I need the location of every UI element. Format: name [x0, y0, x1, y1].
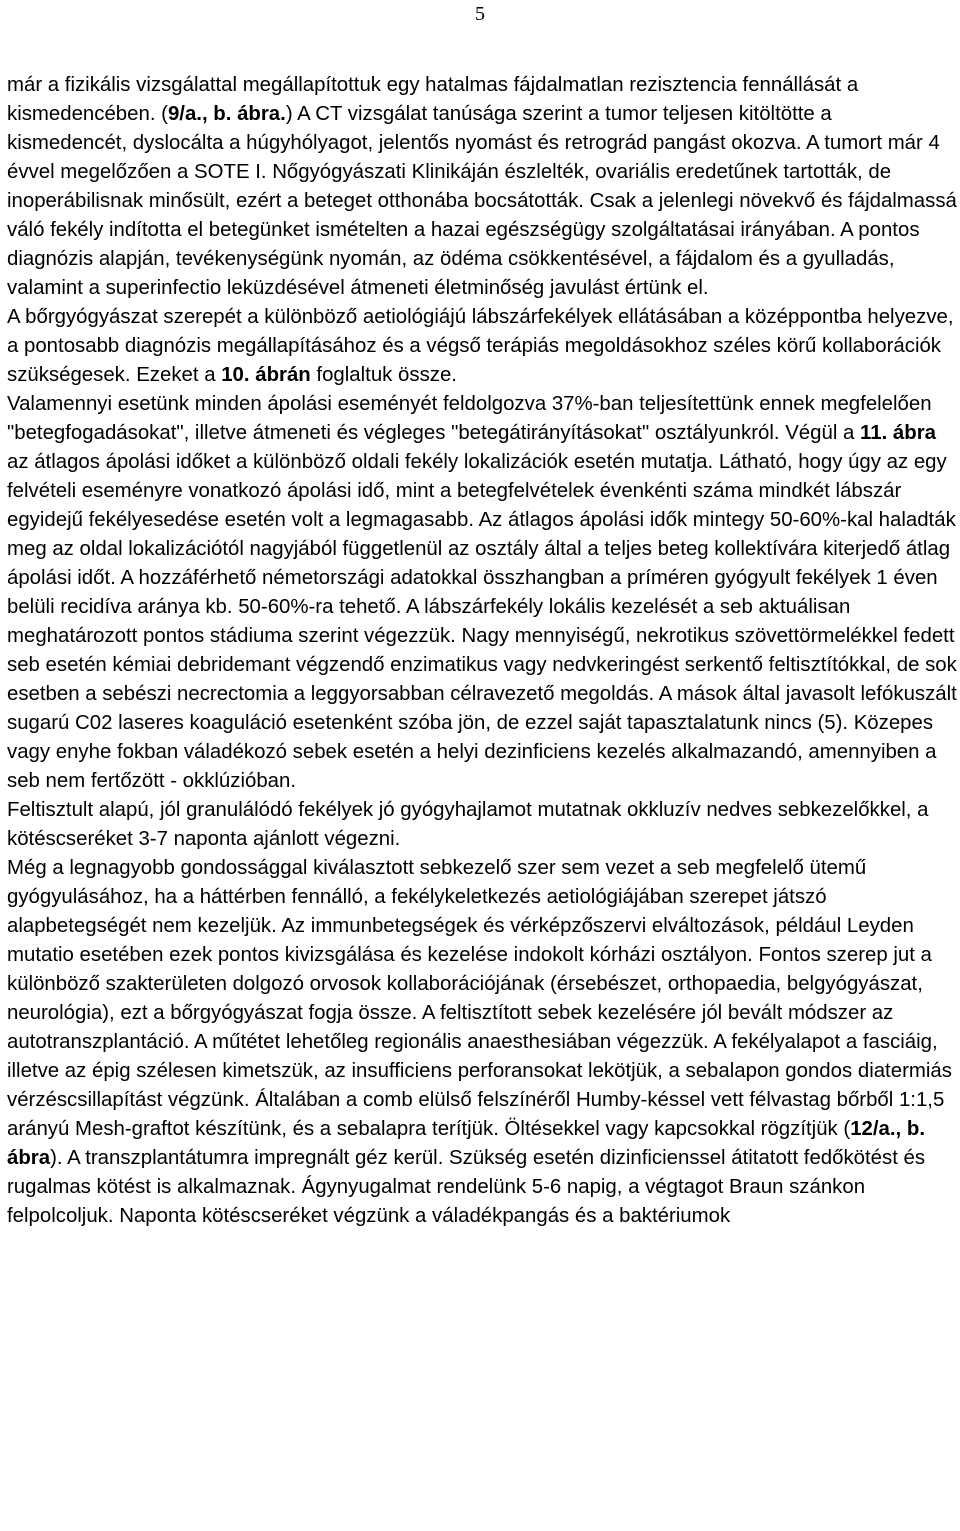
paragraph: [7, 390, 957, 796]
text-run: az átlagos ápolási időket a különböző oldali fekély lokalizációk esetén mutatja. Látható, hogy úgy az egy felvételi eseményre vonatkozó ápolási idő, mint a betegfelvételek évenkénti száma mindkét lábszár egyidejű fekélyesedése esetén volt a legmagasabb. Az átlagos ápolási idők mintegy 50-60%-kal haladták meg az oldal lokalizációtól nagyjából függetlenül az osztály által a teljes beteg kollektívára kiterjedő átlag ápolási időt. A hozzáférhető németországi adatokkal összhangban a príméren gyógyult fekélyek 1 éven belüli recidíva aránya kb. 50-60%-ra tehető. A lábszárfekély lokális kezelését a seb aktuálisan meghatározott pontos stádiuma szerint végezzük. Nagy mennyiségű, nekrotikus szövettörmelékkel fedett seb esetén kémiai debridemant végzendő enzimatikus vagy nedvkeringést serkentő feltisztítókkal, de sok esetben a sebészi necrectomia a leggyorsabban célravezető megoldás. A mások által javasolt lefókuszált sugarú C02 laseres koaguláció esetenként szóba jön, de ezzel saját tapasztalatunk nincs (5). Közepes vagy enyhe fokban váladékozó sebek esetén a helyi dezinficiens kezelés alkalmazandó, amennyiben a seb nem fertőzött - okklúzióban.: [7, 451, 957, 792]
page-number: 5: [475, 3, 485, 25]
paragraph: [7, 71, 957, 303]
paragraph: [7, 854, 957, 1231]
text-run: Feltisztult alapú, jól granulálódó fekélyek jó gyógyhajlamot mutatnak okkluzív nedves sebkezelőkkel, a kötéscseréket 3-7 naponta ajánlott végezni.: [7, 799, 929, 850]
body-text: [7, 71, 957, 1231]
figure-reference: 10. ábrán: [221, 364, 311, 386]
figure-reference: 11. ábra: [860, 422, 936, 444]
text-run: már a fizikális vizsgálattal megállapítottuk egy hatalmas fájdalmatlan rezisztencia fennállását a kismedencében. (: [7, 74, 859, 125]
text-run: A bőrgyógyászat szerepét a különböző aetiológiájú lábszárfekélyek ellátásában a középpontba helyezve, a pontosabb diagnózis megállapításához és a végső terápiás megoldásokhoz széles körű kollaborációk szükségesek. Ezeket a: [7, 306, 954, 386]
text-run: Még a legnagyobb gondossággal kiválasztott sebkezelő szer sem vezet a seb megfelelő ütemű gyógyulásához, ha a háttérben fennálló, a fekélykeletkezés aetiológiájában szerepet játszó alapbetegségét nem kezeljük. Az immunbetegségek és vérképzőszervi elváltozások, például Leyden mutatio esetében ezek pontos kivizsgálása és kezelése indokolt kórházi osztályon. Fontos szerep jut a különböző szakterületen dolgozó orvosok kollaborációjának (érsebészet, orthopaedia, belgyógyászat, neurológia), ezt a bőrgyógyászat fogja össze. A feltisztított sebek kezelésére jól bevált módszer az autotranszplantáció. A műtétet lehetőleg regionális anaesthesiában végezzük. A fekélyalapot a fasciáig, illetve az épig szélesen kimetszük, az insufficiens perforansokat lekötjük, a sebalapon gondos diatermiás vérzéscsillapítást végzünk. Általában a comb elülső felszínéről Humby-késsel vett félvastag bőrből 1:1,5 arányú Mesh-graftot készítünk, és a sebalapra terítjük. Öltésekkel vagy kapcsokkal rögzítjük (: [7, 857, 952, 1140]
figure-reference: 9/a., b. ábra.: [167, 103, 286, 125]
text-run: Valamennyi esetünk minden ápolási eseményét feldolgozva 37%-ban teljesítettünk ennek megfelelően "betegfogadásokat", illetve átmeneti és végleges "betegátirányításokat" osztályunkról. Végül a: [7, 393, 932, 444]
text-run: ). A transzplantátumra impregnált géz kerül. Szükség esetén dizinficienssel átitatott fedőkötést és rugalmas kötést is alkalmaznak. Ágynyugalmat rendelünk 5-6 napig, a végtagot Braun szánkon felpolcoljuk. Naponta kötéscseréket végzünk a váladékpangás és a baktériumok: [7, 1147, 926, 1227]
paragraph: [7, 303, 957, 390]
paragraph: [7, 796, 957, 854]
text-run: ) A CT vizsgálat tanúsága szerint a tumor teljesen kitöltötte a kismedencét, dyslocálta a húgyhólyagot, jelentős nyomást és retrográd pangást okozva. A tumort már 4 évvel megelőzően a SOTE I. Nőgyógyászati Klinikáján észlelték, ovariális eredetűnek tartották, de inoperábilisnak minősült, ezért a beteget otthonába bocsátották. Csak a jelenlegi növekvő és fájdalmassá váló fekély indította el betegünket ismételten a hazai egészségügy szolgáltatásai irányában. A pontos diagnózis alapján, tevékenységünk nyomán, az ödéma csökkentésével, a fájdalom és a gyulladás, valamint a superinfectio leküzdésével átmeneti életminőség javulást értünk el.: [7, 103, 957, 299]
figure-reference: 12/a., b. ábra: [7, 1118, 926, 1169]
text-run: foglaltuk össze.: [310, 364, 457, 386]
